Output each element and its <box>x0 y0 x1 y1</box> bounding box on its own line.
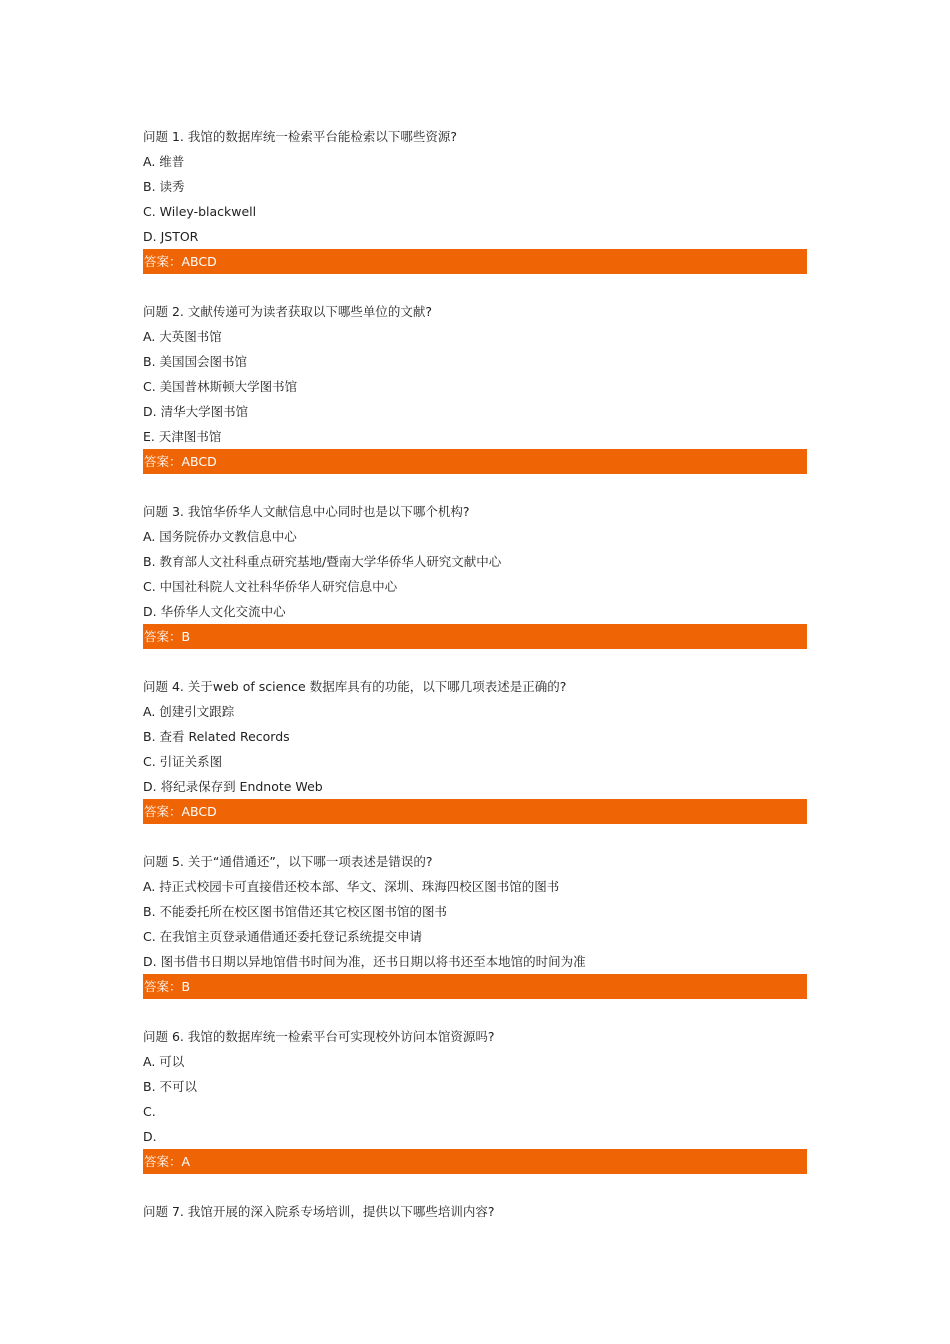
answer-bar: 答案：ABCD <box>143 799 807 824</box>
option-e: E. 天津图书馆 <box>143 429 222 444</box>
question-3 <box>143 499 807 649</box>
option-d: D. <box>143 1129 157 1144</box>
option-d: D. 华侨华人文化交流中心 <box>143 604 286 619</box>
option-c: C. 引证关系图 <box>143 754 223 769</box>
question-1 <box>143 124 807 274</box>
spacer <box>143 824 807 849</box>
option-d: D. JSTOR <box>143 229 199 244</box>
question-title: 问题 4. 关于web of science 数据库具有的功能，以下哪几项表述是正确的? <box>143 679 567 694</box>
question-2 <box>143 299 807 474</box>
option-b: B. 教育部人文社科重点研究基地/暨南大学华侨华人研究文献中心 <box>143 554 502 569</box>
option-c: C. 中国社科院人文社科华侨华人研究信息中心 <box>143 579 398 594</box>
question-7 <box>143 1199 807 1224</box>
question-6 <box>143 1024 807 1174</box>
answer-bar: 答案：A <box>143 1149 807 1174</box>
option-b: B. 读秀 <box>143 179 185 194</box>
option-a: A. 国务院侨办文教信息中心 <box>143 529 297 544</box>
question-4 <box>143 674 807 824</box>
spacer <box>143 649 807 674</box>
option-b: B. 不可以 <box>143 1079 198 1094</box>
answer-bar: 答案：ABCD <box>143 249 807 274</box>
question-title: 问题 5. 关于“通借通还”，以下哪一项表述是错误的? <box>143 854 433 869</box>
option-b: B. 不能委托所在校区图书馆借还其它校区图书馆的图书 <box>143 904 448 919</box>
option-b: B. 查看 Related Records <box>143 729 290 744</box>
option-d: D. 图书借书日期以异地馆借书时间为准，还书日期以将书还至本地馆的时间为准 <box>143 954 586 969</box>
answer-bar: 答案：ABCD <box>143 449 807 474</box>
question-title: 问题 3. 我馆华侨华人文献信息中心同时也是以下哪个机构? <box>143 504 470 519</box>
question-title: 问题 2. 文献传递可为读者获取以下哪些单位的文献? <box>143 304 433 319</box>
quiz-document <box>143 124 807 1224</box>
option-d: D. 将纪录保存到 Endnote Web <box>143 779 323 794</box>
spacer <box>143 999 807 1024</box>
option-c: C. <box>143 1104 156 1119</box>
option-c: C. Wiley-blackwell <box>143 204 257 219</box>
question-title: 问题 1. 我馆的数据库统一检索平台能检索以下哪些资源? <box>143 129 458 144</box>
option-b: B. 美国国会图书馆 <box>143 354 248 369</box>
spacer <box>143 274 807 299</box>
question-title: 问题 7. 我馆开展的深入院系专场培训，提供以下哪些培训内容? <box>143 1204 495 1219</box>
answer-bar: 答案：B <box>143 974 807 999</box>
option-a: A. 大英图书馆 <box>143 329 222 344</box>
answer-bar: 答案：B <box>143 624 807 649</box>
option-a: A. 可以 <box>143 1054 185 1069</box>
option-d: D. 清华大学图书馆 <box>143 404 249 419</box>
option-a: A. 维普 <box>143 154 185 169</box>
option-c: C. 美国普林斯顿大学图书馆 <box>143 379 298 394</box>
option-a: A. 创建引文跟踪 <box>143 704 235 719</box>
spacer <box>143 474 807 499</box>
option-a: A. 持正式校园卡可直接借还校本部、华文、深圳、珠海四校区图书馆的图书 <box>143 879 560 894</box>
question-5 <box>143 849 807 999</box>
question-title: 问题 6. 我馆的数据库统一检索平台可实现校外访问本馆资源吗? <box>143 1029 495 1044</box>
spacer <box>143 1174 807 1199</box>
option-c: C. 在我馆主页登录通借通还委托登记系统提交申请 <box>143 929 423 944</box>
